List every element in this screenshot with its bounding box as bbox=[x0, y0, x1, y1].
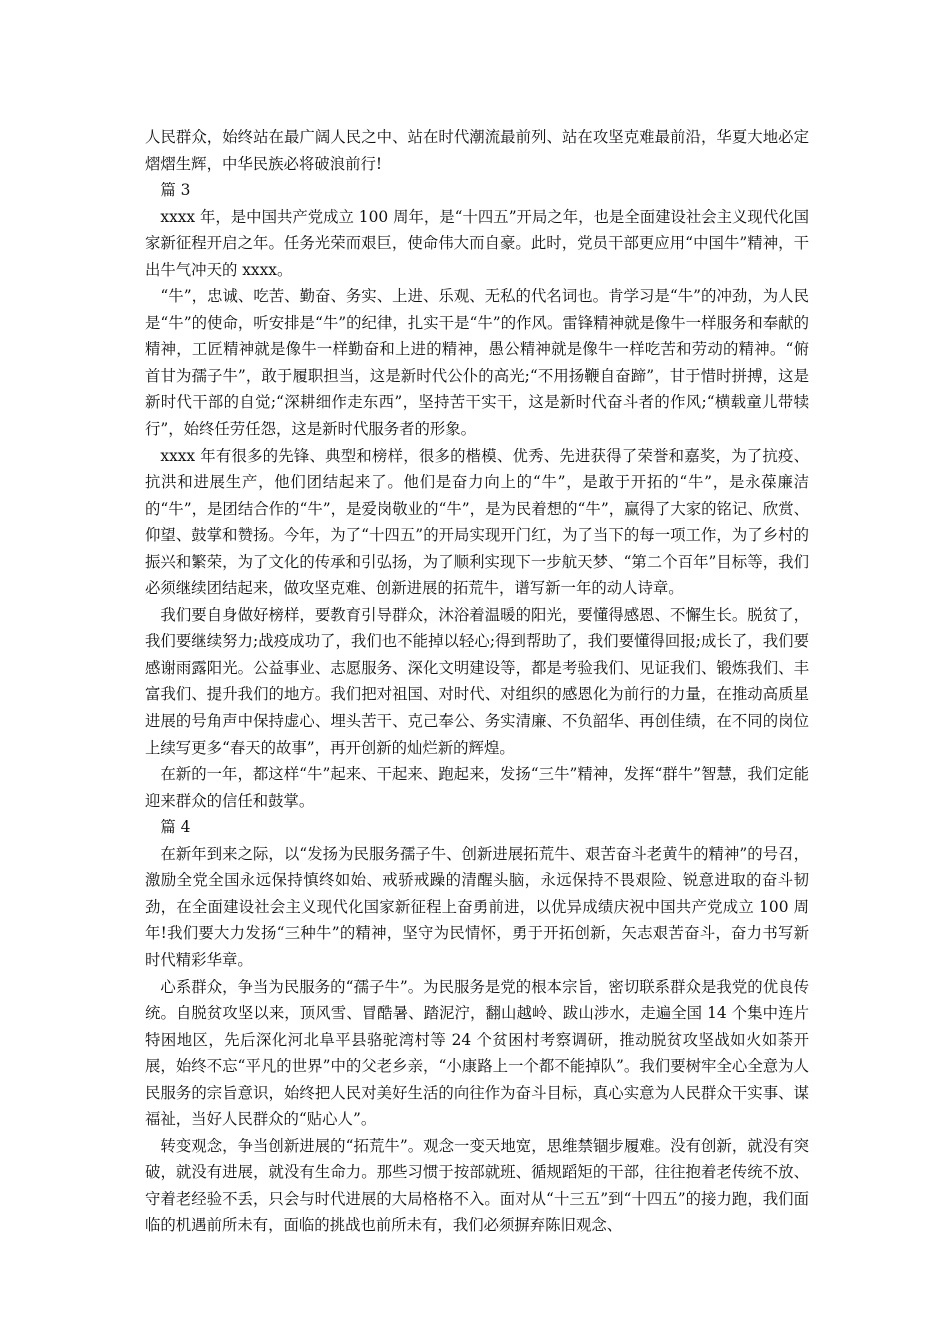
paragraph-intro: 人民群众，始终站在最广阔人民之中、站在时代潮流最前列、站在攻坚克难最前沿，华夏大地必定熠熠生辉，中华民族必将破浪前行! bbox=[145, 128, 809, 173]
paragraph: xxxx 年，是中国共产党成立 100 周年，是“十四五”开局之年，也是全面建设社会主义现代化国家新征程开启之年。任务光荣而艰巨，使命伟大而自豪。此时，党员干部更应用“中国牛”精神，干出牛气冲天的 xxxx。 bbox=[145, 207, 809, 279]
paragraph: 转变观念，争当创新进展的“拓荒牛”。观念一变天地宽，思维禁锢步履难。没有创新，就没有突破，就没有进展，就没有生命力。那些习惯于按部就班、循规蹈矩的干部，往往抱着老传统不放、守着老经验不丢，只会与时代进展的大局格格不入。面对从“十三五”到“十四五”的接力跑，我们面临的机遇前所未有，面临的挑战也前所未有，我们必须摒弃陈旧观念、 bbox=[145, 1136, 809, 1235]
paragraph: 心系群众，争当为民服务的“孺子牛”。为民服务是党的根本宗旨，密切联系群众是我党的优良传统。自脱贫攻坚以来，顶风雪、冒酷暑、踏泥泞，翻山越岭、跋山涉水，走遍全国 14 个集中连片特困地区，先后深化河北阜平县骆驼湾村等 24 个贫困村考察调研，推动脱贫攻坚战如火如荼开展，始终不忘“平凡的世界”中的父老乡亲，“小康路上一个都不能掉队”。我们要树牢全心全意为人民服务的宗旨意识，始终把人民对美好生活的向往作为奋斗目标，真心实意为人民群众干实事、谋福祉，当好人民群众的“贴心人”。 bbox=[145, 977, 809, 1129]
paragraph: 在新的一年，都这样“牛”起来、干起来、跑起来，发扬“三牛”精神，发挥“群牛”智慧，我们定能迎来群众的信任和鼓掌。 bbox=[145, 765, 809, 810]
document-page bbox=[145, 124, 809, 1239]
paragraph: 在新年到来之际，以“发扬为民服务孺子牛、创新进展拓荒牛、艰苦奋斗老黄牛的精神”的号召，激励全党全国永远保持慎终如始、戒骄戒躁的清醒头脑，永远保持不畏艰险、锐意进取的奋斗韧劲，在全面建设社会主义现代化国家新征程上奋勇前进，以优异成绩庆祝中国共产党成立 100 周年!我们要大力发扬“三种牛”的精神，坚守为民情怀，勇于开拓创新，矢志艰苦奋斗，奋力书写新时代精彩华章。 bbox=[145, 844, 809, 969]
section-heading-4: 篇 4 bbox=[160, 818, 191, 837]
paragraph: 我们要自身做好榜样，要教育引导群众，沐浴着温暖的阳光，要懂得感恩、不懈生长。脱贫了，我们要继续努力;战疫成功了，我们也不能掉以轻心;得到帮助了，我们要懂得回报;成长了，我们要感谢雨露阳光。公益事业、志愿服务、深化文明建设等，都是考验我们、见证我们、锻炼我们、丰富我们、提升我们的地方。我们把对祖国、对时代、对组织的感恩化为前行的力量，在推动高质星进展的号角声中保持虚心、埋头苦干、克己奉公、务实清廉、不负韶华、再创佳绩，在不同的岗位上续写更多“春天的故事”，再开创新的灿烂新的辉煌。 bbox=[145, 605, 809, 757]
paragraph: “牛”，忠诚、吃苦、勤奋、务实、上进、乐观、无私的代名词也。肯学习是“牛”的冲劲，为人民是“牛”的使命，听安排是“牛”的纪律，扎实干是“牛”的作风。雷锋精神就是像牛一样服务和奉献的精神，工匠精神就是像牛一样勤奋和上进的精神，愚公精神就是像牛一样吃苦和劳动的精神。“俯首甘为孺子牛”，敢于履职担当，这是新时代公仆的高光;“不用扬鞭自奋蹄”，甘于惜时拼搏，这是新时代干部的自觉;“深耕细作走东西”，坚持苦干实干，这是新时代奋斗者的作风;“横载童儿带犊行”，始终任劳任怨，这是新时代服务者的形象。 bbox=[145, 287, 809, 439]
section-heading-3: 篇 3 bbox=[160, 181, 191, 200]
paragraph: xxxx 年有很多的先锋、典型和榜样，很多的楷模、优秀、先进获得了荣誉和嘉奖，为了抗疫、抗洪和进展生产，他们团结起来了。他们是奋力向上的“牛”，是敢于开拓的“牛”，是永葆廉洁的“牛”，是团结合作的“牛”，是爱岗敬业的“牛”，是为民着想的“牛”，赢得了大家的铭记、欣赏、仰望、鼓掌和赞扬。今年，为了“十四五”的开局实现开门红，为了当下的每一项工作，为了乡村的振兴和繁荣，为了文化的传承和引弘扬，为了顺利实现下一步航天梦、“第二个百年”目标等，我们必须继续团结起来，做攻坚克难、创新进展的拓荒牛，谱写新一年的动人诗章。 bbox=[145, 446, 809, 598]
